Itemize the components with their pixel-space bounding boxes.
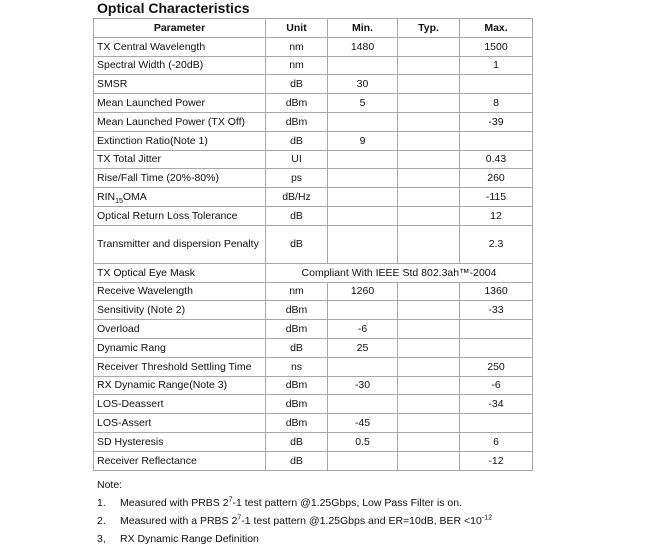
- note-number: 2.: [97, 515, 106, 527]
- table-row: [94, 432, 533, 451]
- cell-max: [460, 338, 533, 357]
- note-text: Measured with a PRBS 2: [120, 515, 238, 527]
- cell-unit: nm: [266, 56, 328, 75]
- cell-min: 5: [328, 94, 398, 113]
- cell-parameter: SMSR: [94, 75, 266, 94]
- cell-unit: nm: [266, 282, 328, 301]
- table-row: [94, 75, 533, 94]
- table-row: [94, 131, 533, 150]
- cell-parameter: Optical Return Loss Tolerance: [94, 206, 266, 225]
- cell-min: 1480: [328, 37, 398, 56]
- note-number: 3,: [97, 533, 106, 545]
- cell-unit: dB: [266, 225, 328, 263]
- cell-typ: [398, 282, 460, 301]
- cell-typ: [398, 320, 460, 339]
- rin-prefix: RIN: [97, 191, 116, 204]
- table-row: [94, 338, 533, 357]
- cell-parameter: Mean Launched Power: [94, 94, 266, 113]
- note-number: 1.: [97, 497, 106, 509]
- cell-typ: [398, 414, 460, 433]
- cell-max: 1360: [460, 282, 533, 301]
- cell-max: -33: [460, 301, 533, 320]
- table-row: [94, 112, 533, 131]
- cell-min: 30: [328, 75, 398, 94]
- notes-section: [97, 476, 492, 548]
- cell-parameter: Receiver Threshold Settling Time: [94, 357, 266, 376]
- cell-compliance-span: Compliant With IEEE Std 802.3ah™-2004: [266, 263, 533, 282]
- cell-unit: dBm: [266, 320, 328, 339]
- cell-typ: [398, 395, 460, 414]
- cell-max: 250: [460, 357, 533, 376]
- cell-min: [328, 112, 398, 131]
- header-min: Min.: [328, 19, 398, 38]
- cell-parameter: Receiver Reflectance: [94, 451, 266, 470]
- table-row: [94, 395, 533, 414]
- cell-max: -115: [460, 188, 533, 207]
- table-row: [94, 94, 533, 113]
- cell-parameter: Dynamic Rang: [94, 338, 266, 357]
- cell-unit: dBm: [266, 94, 328, 113]
- cell-unit: dBm: [266, 112, 328, 131]
- cell-unit: dBm: [266, 301, 328, 320]
- cell-typ: [398, 338, 460, 357]
- cell-typ: [398, 56, 460, 75]
- cell-max: 12: [460, 206, 533, 225]
- cell-parameter: Mean Launched Power (TX Off): [94, 112, 266, 131]
- table-row: [94, 225, 533, 263]
- cell-max: [460, 320, 533, 339]
- table-row: [94, 169, 533, 188]
- cell-typ: [398, 131, 460, 150]
- table-row: [94, 376, 533, 395]
- table-row: [94, 263, 533, 282]
- cell-min: [328, 225, 398, 263]
- header-max: Max.: [460, 19, 533, 38]
- cell-min: [328, 451, 398, 470]
- cell-typ: [398, 188, 460, 207]
- cell-min: [328, 188, 398, 207]
- cell-parameter: Receive Wavelength: [94, 282, 266, 301]
- cell-unit: UI: [266, 150, 328, 169]
- cell-parameter: TX Central Wavelength: [94, 37, 266, 56]
- cell-min: 25: [328, 338, 398, 357]
- cell-parameter: LOS-Deassert: [94, 395, 266, 414]
- cell-max: 0.43: [460, 150, 533, 169]
- cell-max: -12: [460, 451, 533, 470]
- cell-max: -6: [460, 376, 533, 395]
- cell-min: -6: [328, 320, 398, 339]
- table-row: [94, 282, 533, 301]
- note-text: -1 test pattern @1.25Gbps, Low Pass Filter is on.: [232, 497, 462, 509]
- table-row: [94, 301, 533, 320]
- section-title: Optical Characteristics: [97, 0, 250, 16]
- cell-min: -45: [328, 414, 398, 433]
- cell-unit: dB/Hz: [266, 188, 328, 207]
- cell-max: -34: [460, 395, 533, 414]
- cell-parameter: Spectral Width (-20dB): [94, 56, 266, 75]
- header-parameter: Parameter: [94, 19, 266, 38]
- cell-parameter: RX Dynamic Range(Note 3): [94, 376, 266, 395]
- cell-typ: [398, 225, 460, 263]
- cell-parameter: Sensitivity (Note 2): [94, 301, 266, 320]
- table-row: [94, 320, 533, 339]
- note-text: RX Dynamic Range Definition: [120, 533, 259, 545]
- cell-max: -39: [460, 112, 533, 131]
- cell-unit: dBm: [266, 376, 328, 395]
- cell-unit: dBm: [266, 395, 328, 414]
- cell-typ: [398, 432, 460, 451]
- cell-unit: dB: [266, 432, 328, 451]
- cell-parameter: TX Optical Eye Mask: [94, 263, 266, 282]
- cell-min: [328, 56, 398, 75]
- cell-typ: [398, 94, 460, 113]
- cell-max: 1: [460, 56, 533, 75]
- cell-parameter: SD Hysteresis: [94, 432, 266, 451]
- cell-typ: [398, 112, 460, 131]
- cell-parameter: TX Total Jitter: [94, 150, 266, 169]
- cell-typ: [398, 150, 460, 169]
- cell-parameter: Rise/Fall Time (20%-80%): [94, 169, 266, 188]
- cell-max: 6: [460, 432, 533, 451]
- cell-typ: [398, 357, 460, 376]
- cell-min: [328, 301, 398, 320]
- note-superscript: 7: [228, 496, 233, 504]
- table-row: [94, 56, 533, 75]
- note-3: [97, 530, 492, 548]
- rin-subscript: 15: [115, 198, 123, 206]
- cell-parameter: [94, 188, 266, 207]
- note-2: [97, 512, 492, 530]
- cell-typ: [398, 451, 460, 470]
- note-1: [97, 494, 492, 512]
- cell-unit: dB: [266, 451, 328, 470]
- cell-parameter: LOS-Assert: [94, 414, 266, 433]
- cell-parameter: Overload: [94, 320, 266, 339]
- cell-unit: dB: [266, 131, 328, 150]
- table-header-row: [94, 19, 533, 38]
- cell-max: 1500: [460, 37, 533, 56]
- cell-unit: nm: [266, 37, 328, 56]
- table-row: [94, 206, 533, 225]
- cell-unit: dB: [266, 206, 328, 225]
- cell-typ: [398, 37, 460, 56]
- table-row: [94, 357, 533, 376]
- notes-heading: Note:: [97, 479, 123, 491]
- cell-max: 260: [460, 169, 533, 188]
- cell-typ: [398, 376, 460, 395]
- cell-min: [328, 395, 398, 414]
- cell-min: 0.5: [328, 432, 398, 451]
- cell-max: [460, 414, 533, 433]
- cell-typ: [398, 206, 460, 225]
- cell-typ: [398, 301, 460, 320]
- note-text: Measured with PRBS 2: [120, 497, 229, 509]
- note-superscript: -12: [481, 514, 492, 522]
- cell-typ: [398, 75, 460, 94]
- rin-suffix: OMA: [122, 191, 147, 204]
- table-row: [94, 451, 533, 470]
- cell-max: 8: [460, 94, 533, 113]
- cell-typ: [398, 169, 460, 188]
- cell-unit: dB: [266, 338, 328, 357]
- optical-characteristics-table: [93, 18, 533, 471]
- cell-max: [460, 75, 533, 94]
- cell-min: [328, 150, 398, 169]
- cell-unit: dBm: [266, 414, 328, 433]
- header-typ: Typ.: [398, 19, 460, 38]
- note-text: -1 test pattern @1.25Gbps and ER=10dB, BER <10: [241, 515, 482, 527]
- cell-unit: ns: [266, 357, 328, 376]
- cell-max: [460, 131, 533, 150]
- cell-parameter: Extinction Ratio(Note 1): [94, 131, 266, 150]
- cell-min: [328, 169, 398, 188]
- table-row: [94, 188, 533, 207]
- cell-min: [328, 357, 398, 376]
- table-row: [94, 37, 533, 56]
- cell-parameter: Transmitter and dispersion Penalty: [94, 225, 266, 263]
- table-row: [94, 150, 533, 169]
- cell-min: 9: [328, 131, 398, 150]
- table-row: [94, 414, 533, 433]
- cell-min: -30: [328, 376, 398, 395]
- cell-max: 2.3: [460, 225, 533, 263]
- cell-unit: ps: [266, 169, 328, 188]
- cell-min: [328, 206, 398, 225]
- cell-unit: dB: [266, 75, 328, 94]
- cell-min: 1260: [328, 282, 398, 301]
- header-unit: Unit: [266, 19, 328, 38]
- note-superscript: 7: [237, 514, 242, 522]
